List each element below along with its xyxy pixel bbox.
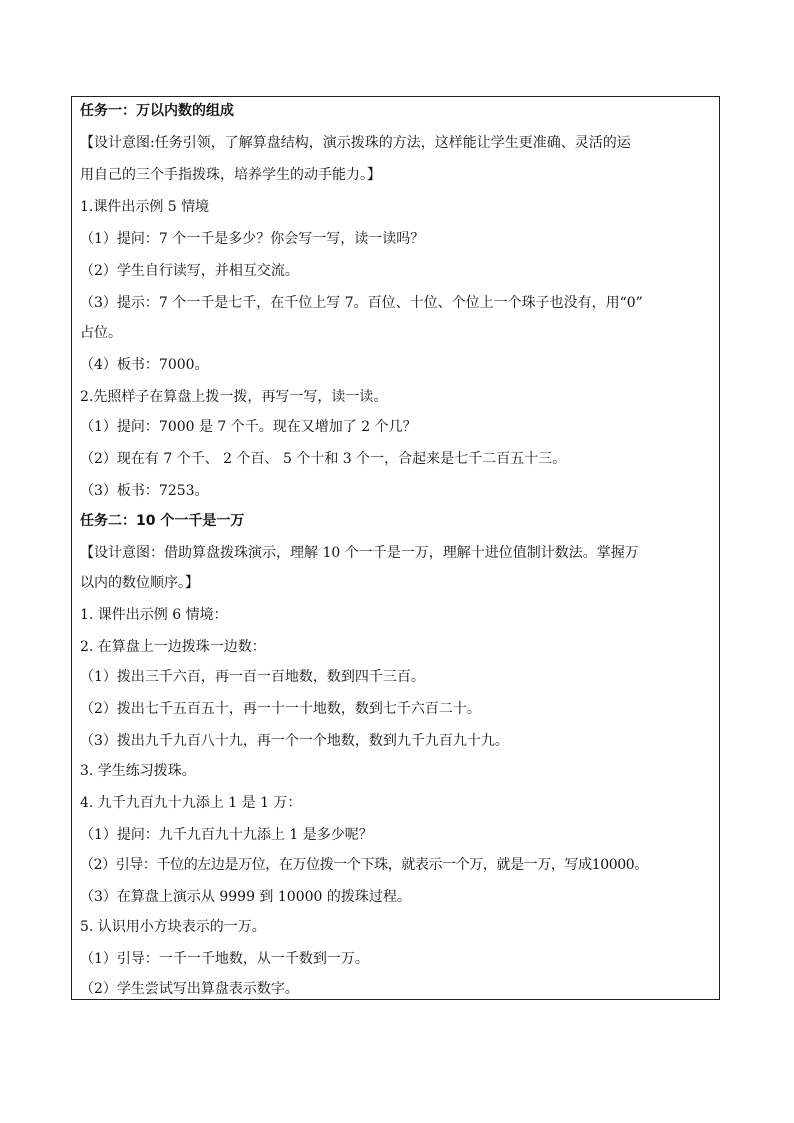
task1-intent-line2: 用自己的三个手指拨珠，培养学生的动手能力。】 <box>80 167 381 183</box>
task2-item5-1: （1）引导：一千一千地数，从一千数到一万。 <box>80 951 369 967</box>
task2-item2: 2. 在算盘上一边拨珠一边数： <box>80 639 266 655</box>
task2-intent-line2: 以内的数位顺序。】 <box>80 575 199 591</box>
task1-item2: 2.先照样子在算盘上拨一拨，再写一写，读一读。 <box>80 389 388 405</box>
task2-item1: 1. 课件出示例 6 情境： <box>80 607 228 623</box>
task2-item5-2: （2）学生尝试写出算盘表示数字。 <box>80 981 299 997</box>
task1-item2-2: （2）现在有 7 个千、 2 个百、 5 个十和 3 个一，合起来是七千二百五十三。 <box>80 451 567 467</box>
task1-item1-3b: 占位。 <box>80 325 122 341</box>
task2-item2-1: （1）拨出三千六百，再一百一百地数，数到四千三百。 <box>80 669 425 685</box>
task2-item4-2: （2）引导：千位的左边是万位，在万位拨一个下珠，就表示一个万，就是一万，写成10000。 <box>80 857 648 873</box>
task1-item1-4: （4）板书：7000。 <box>80 357 209 373</box>
task2-heading: 任务二：10 个一千是一万 <box>80 513 245 529</box>
task2-item4-1: （1）提问：九千九百九十九添上 1 是多少呢？ <box>80 827 373 843</box>
task1-item1-1: （1）提问：7 个一千是多少？你会写一写，读一读吗？ <box>80 231 425 247</box>
task2-item4-3: （3）在算盘上演示从 9999 到 10000 的拨珠过程。 <box>80 889 411 905</box>
task1-item1-2: （2）学生自行读写，并相互交流。 <box>80 263 299 279</box>
task1-heading: 任务一：万以内数的组成 <box>80 103 234 119</box>
task2-item2-3: （3）拨出九千九百八十九，再一个一个地数，数到九千九百九十九。 <box>80 733 509 749</box>
task1-item1: 1.课件出示例 5 情境 <box>80 199 210 215</box>
task2-intent-line1: 【设计意图：借助算盘拨珠演示，理解 10 个一千是一万，理解十进位值制计数法。掌握万 <box>80 545 639 561</box>
task1-item1-3a: （3）提示：7 个一千是七千，在千位上写 7。百位、十位、个位上一个珠子也没有，用“0” <box>80 295 643 311</box>
task2-item2-2: （2）拨出七千五百五十，再一十一十地数，数到七千六百二十。 <box>80 701 481 717</box>
task2-item5: 5. 认识用小方块表示的一万。 <box>80 919 266 935</box>
task2-item3: 3. 学生练习拨珠。 <box>80 763 196 779</box>
task1-item2-1: （1）提问：7000 是 7 个千。现在又增加了 2 个几？ <box>80 419 417 435</box>
task1-item2-3: （3）板书：7253。 <box>80 483 209 499</box>
task1-intent-line1: 【设计意图:任务引领，了解算盘结构，演示拨珠的方法，这样能让学生更准确、灵活的运 <box>80 135 631 151</box>
task2-item4: 4. 九千九百九十九添上 1 是 1 万： <box>80 795 302 811</box>
lesson-content-box <box>71 96 720 1000</box>
